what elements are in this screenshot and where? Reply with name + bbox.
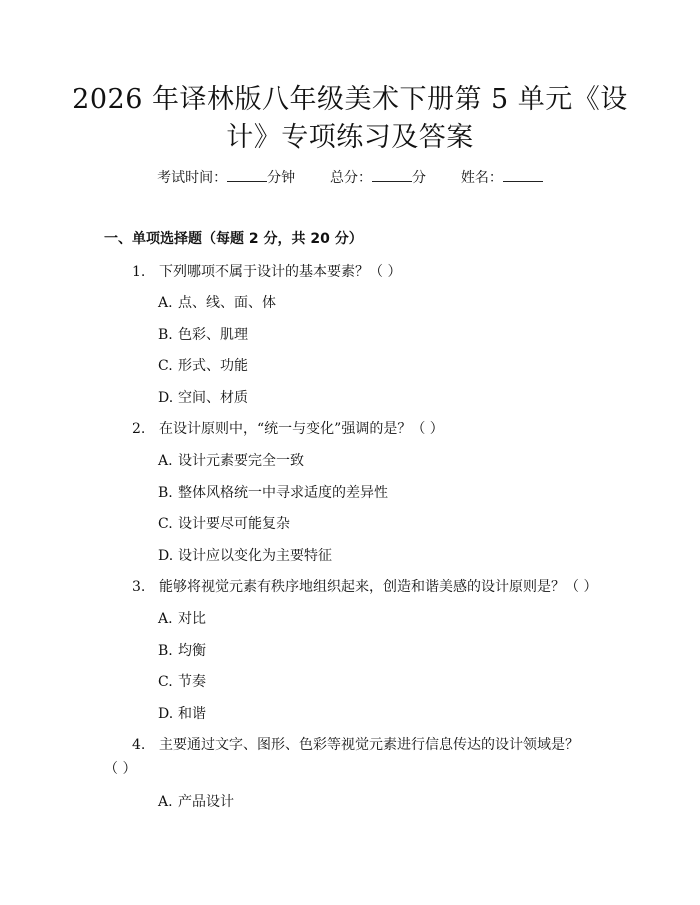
option-text: 设计应以变化为主要特征 <box>178 548 332 564</box>
question-text: 在设计原则中，“统一与变化”强调的是？（ ） <box>159 421 444 437</box>
question-1-option-a <box>158 293 276 313</box>
question-1-option-d <box>158 388 248 408</box>
total-score-unit: 分 <box>412 170 426 186</box>
option-letter: C. <box>158 516 173 532</box>
option-text: 整体风格统一中寻求适度的差异性 <box>178 485 388 501</box>
option-letter: B. <box>158 485 173 501</box>
exam-time-unit: 分钟 <box>267 170 296 186</box>
option-letter: C. <box>158 674 173 690</box>
question-1-option-c <box>158 356 248 376</box>
option-letter: D. <box>158 390 174 406</box>
option-letter: A. <box>158 794 173 810</box>
question-2-option-a <box>158 451 304 471</box>
student-name-blank <box>503 167 543 182</box>
option-text: 形式、功能 <box>178 358 248 374</box>
question-1-option-b <box>158 325 248 345</box>
exam-time-label: 考试时间： <box>157 170 228 186</box>
option-letter: D. <box>158 548 174 564</box>
question-number: 3. <box>132 579 146 595</box>
total-score-blank <box>372 167 412 182</box>
question-2-option-b <box>158 483 388 503</box>
question-3-option-a <box>158 609 206 629</box>
question-4-option-a <box>158 792 234 812</box>
document-title-line-2: 计》专项练习及答案 <box>226 122 474 153</box>
question-2-option-c <box>158 514 290 534</box>
total-score-label: 总分： <box>330 170 372 186</box>
question-number: 2. <box>132 421 146 437</box>
exam-time <box>157 167 295 188</box>
option-letter: A. <box>158 611 173 627</box>
option-letter: A. <box>158 453 173 469</box>
option-letter: D. <box>158 706 174 722</box>
option-text: 对比 <box>178 611 206 627</box>
question-3-option-b <box>158 641 206 661</box>
option-text: 色彩、肌理 <box>178 327 248 343</box>
option-text: 点、线、面、体 <box>178 295 276 311</box>
student-name <box>461 167 543 188</box>
question-text: 主要通过文字、图形、色彩等视觉元素进行信息传达的设计领域是？ <box>159 737 579 753</box>
question-2-option-d <box>158 546 332 566</box>
section-heading-single-choice: 一、单项选择题（每题 2 分，共 20 分） <box>104 231 363 247</box>
exam-time-blank <box>227 167 267 182</box>
option-text: 设计要尽可能复杂 <box>178 516 290 532</box>
option-text: 和谐 <box>178 706 206 722</box>
option-text: 空间、材质 <box>178 390 248 406</box>
total-score <box>330 167 426 188</box>
option-text: 节奏 <box>178 674 206 690</box>
option-letter: B. <box>158 643 173 659</box>
option-letter: B. <box>158 327 173 343</box>
question-text: 下列哪项不属于设计的基本要素？（ ） <box>159 264 402 280</box>
student-name-label: 姓名： <box>460 170 503 186</box>
option-letter: A. <box>158 295 173 311</box>
document-title-line-1: 2026 年译林版八年级美术下册第 5 单元《设 <box>72 84 628 115</box>
option-text: 均衡 <box>178 643 206 659</box>
option-letter: C. <box>158 358 173 374</box>
question-text: 能够将视觉元素有秩序地组织起来，创造和谐美感的设计原则是？（ ） <box>159 579 598 595</box>
option-text: 产品设计 <box>178 794 234 810</box>
question-4-text-continued: （ ） <box>104 761 137 777</box>
exam-info-line <box>0 167 700 188</box>
option-text: 设计元素要完全一致 <box>178 453 304 469</box>
question-number: 4. <box>132 737 146 753</box>
question-number: 1. <box>132 264 146 280</box>
question-3-option-c <box>158 672 206 692</box>
question-3-option-d <box>158 704 206 724</box>
